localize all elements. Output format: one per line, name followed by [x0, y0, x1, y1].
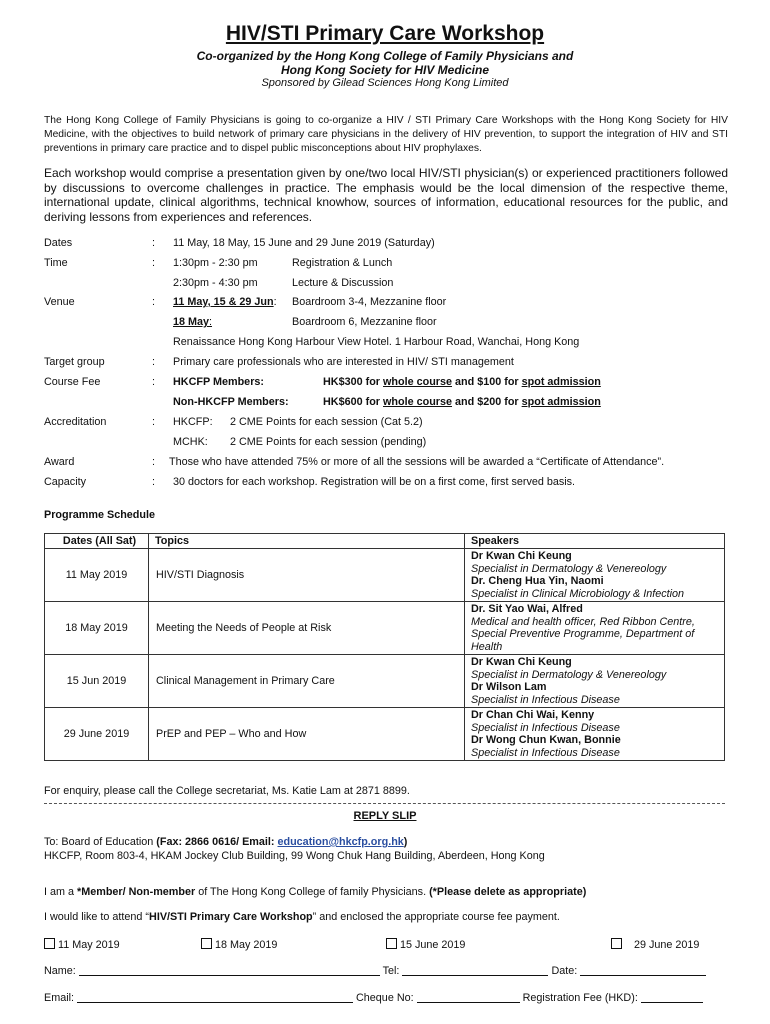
fee-2-value — [323, 396, 601, 408]
speaker-name: Dr Chan Chi Wai, Kenny — [471, 709, 595, 721]
checkbox-icon[interactable] — [44, 938, 55, 949]
table-header-row — [45, 534, 725, 549]
fee-text: spot admission — [521, 396, 601, 408]
speaker-role: Specialist in Infectious Disease — [471, 721, 620, 734]
tel-field[interactable] — [402, 965, 548, 976]
speaker-name: Dr. Cheng Hua Yin, Naomi — [471, 575, 604, 587]
enquiry-text: For enquiry, please call the College secretariat, Ms. Katie Lam at 2871 8899. — [44, 785, 410, 797]
accreditation-label: Accreditation — [44, 416, 107, 428]
session-speakers — [465, 549, 725, 602]
venue-1-sep: : — [273, 296, 277, 308]
email-label: Email: — [44, 992, 74, 1004]
time-slot-1-desc: Registration & Lunch — [292, 257, 393, 269]
time-slot-1: 1:30pm - 2:30 pm — [173, 257, 258, 269]
cut-line — [44, 803, 725, 804]
col-header-dates: Dates (All Sat) — [45, 534, 149, 549]
reply-to-close: ) — [403, 836, 408, 848]
option-15-june[interactable] — [386, 938, 465, 951]
coorganizers — [0, 49, 770, 77]
award-value: Those who have attended 75% or more of all the sessions will be awarded a “Certificate of Attendance”. — [169, 456, 665, 468]
speaker-name: Dr Wilson Lam — [471, 681, 547, 693]
session-date: 11 May 2019 — [45, 549, 149, 602]
award-label: Award — [44, 456, 75, 468]
time-slot-2-desc: Lecture & Discussion — [292, 277, 394, 289]
capacity-label: Capacity — [44, 476, 87, 488]
accreditation-2-org: MCHK: — [173, 436, 208, 448]
speaker-role: Medical and health officer, Red Ribbon Centre, Special Preventive Programme, Department of Health — [471, 615, 695, 653]
reply-to-contact: (Fax: 2866 0616/ Email: — [156, 836, 278, 848]
speaker-name: Dr. Sit Yao Wai, Alfred — [471, 603, 583, 615]
speaker-role: Specialist in Clinical Microbiology & Infection — [471, 587, 685, 600]
speaker-role: Specialist in Dermatology & Venereology — [471, 562, 667, 575]
venue-1 — [173, 296, 277, 308]
session-date: 18 May 2019 — [45, 602, 149, 655]
option-label: 18 May 2019 — [215, 939, 278, 951]
membership-choice[interactable]: *Member/ Non-member — [77, 886, 196, 898]
intro-paragraph-2: Each workshop would comprise a presentation given by one/two local HIV/STI physician(s) or experienced practitioners followed by discussions to overcome challenges in practice. The emphasis would be the local dimension of the respective theme, international update, clinical algorithms, technical knowhow, sources of information, educational resources for the public, and deriving lessons from experiences and references. — [44, 166, 728, 224]
schedule-table — [44, 533, 725, 761]
dates-label: Dates — [44, 237, 73, 249]
registration-fee-label: Registration Fee (HKD): — [522, 992, 638, 1004]
fee-text: HK$300 for — [323, 376, 384, 388]
reply-to-prefix: To: Board of Education — [44, 836, 157, 848]
name-field[interactable] — [79, 965, 380, 976]
cheque-label: Cheque No: — [356, 992, 414, 1004]
session-date: 15 Jun 2019 — [45, 655, 149, 708]
accreditation-2-value: 2 CME Points for each session (pending) — [230, 436, 427, 448]
option-11-may[interactable] — [44, 938, 120, 951]
table-row — [45, 602, 725, 655]
fee-text: spot admission — [521, 376, 601, 388]
session-speakers — [465, 655, 725, 708]
attend-line — [44, 911, 560, 923]
cheque-field[interactable] — [417, 992, 520, 1003]
venue-1-dates: 11 May, 15 & 29 Jun — [173, 296, 274, 308]
session-date: 29 June 2019 — [45, 708, 149, 761]
fee-text: HK$600 for — [323, 396, 384, 408]
venue-label: Venue — [44, 296, 75, 308]
membership-line — [44, 886, 586, 898]
colon: : — [152, 416, 155, 428]
membership-note: (*Please delete as appropriate) — [429, 886, 587, 898]
table-row — [45, 655, 725, 708]
speaker-name: Dr Kwan Chi Keung — [471, 656, 572, 668]
option-label: 15 June 2019 — [400, 939, 466, 951]
venue-2-room: Boardroom 6, Mezzanine floor — [292, 316, 437, 328]
colon: : — [152, 237, 155, 249]
col-header-topics: Topics — [149, 534, 465, 549]
fee-1-value — [323, 376, 601, 388]
colon: : — [152, 356, 155, 368]
schedule-body — [45, 549, 725, 761]
venue-2-dates: 18 May — [173, 316, 210, 328]
session-topic: Meeting the Needs of People at Risk — [149, 602, 465, 655]
time-label: Time — [44, 257, 68, 269]
option-label: 11 May 2019 — [58, 939, 120, 951]
colon: : — [152, 456, 155, 468]
checkbox-icon[interactable] — [611, 938, 622, 949]
reply-slip-title: REPLY SLIP — [353, 810, 417, 822]
colon: : — [152, 376, 155, 388]
venue-2 — [173, 316, 212, 328]
fee-2-who: Non-HKCFP Members: — [173, 396, 289, 408]
name-label: Name: — [44, 965, 76, 977]
table-row — [45, 549, 725, 602]
sponsor-line: Sponsored by Gilead Sciences Hong Kong Limited — [261, 77, 509, 89]
accreditation-1-org: HKCFP: — [173, 416, 213, 428]
time-slot-2: 2:30pm - 4:30 pm — [173, 277, 258, 289]
session-topic: Clinical Management in Primary Care — [149, 655, 465, 708]
venue-2-sep: : — [209, 316, 213, 328]
col-header-speakers: Speakers — [465, 534, 725, 549]
fee-1-who: HKCFP Members: — [173, 376, 264, 388]
accreditation-1-value: 2 CME Points for each session (Cat 5.2) — [230, 416, 423, 428]
speaker-name: Dr Kwan Chi Keung — [471, 550, 572, 562]
tel-label: Tel: — [382, 965, 400, 977]
intro-paragraph-1: The Hong Kong College of Family Physicians is going to co-organize a HIV / STI Primary Care Workshops with the Hong Kong Society for HIV Medicine, with the objectives to build network of primary care physicians in the delivery of HIV prevention, to support the integration of HIV and STI preventions in primary care practice and to dispel public misconceptions about HIV prophylaxes. — [44, 115, 728, 154]
session-topic: HIV/STI Diagnosis — [149, 549, 465, 602]
email-link[interactable]: education@hkcfp.org.hk — [277, 836, 404, 848]
speaker-role: Specialist in Infectious Disease — [471, 746, 620, 759]
colon: : — [152, 296, 155, 308]
colon: : — [152, 257, 155, 269]
email-field[interactable] — [77, 992, 353, 1003]
session-topic: PrEP and PEP – Who and How — [149, 708, 465, 761]
schedule-title: Programme Schedule — [44, 509, 156, 521]
membership-text: I am a — [44, 886, 78, 898]
speaker-name: Dr Wong Chun Kwan, Bonnie — [471, 734, 621, 746]
checkbox-icon[interactable] — [201, 938, 212, 949]
session-speakers — [465, 708, 725, 761]
checkbox-icon[interactable] — [386, 938, 397, 949]
attend-workshop-name: HIV/STI Primary Care Workshop — [149, 911, 313, 923]
target-value: Primary care professionals who are interested in HIV/ STI management — [173, 356, 514, 368]
page-title: HIV/STI Primary Care Workshop — [225, 22, 545, 45]
fee-text: and $100 for — [452, 376, 522, 388]
coorganizer-line-2: Hong Kong Society for HIV Medicine — [280, 63, 489, 77]
dates-value: 11 May, 18 May, 15 June and 29 June 2019 (Saturday) — [173, 237, 435, 249]
target-label: Target group — [44, 356, 105, 368]
option-29-june[interactable] — [611, 938, 699, 951]
venue-1-room: Boardroom 3-4, Mezzanine floor — [292, 296, 447, 308]
fee-text: whole course — [383, 376, 453, 388]
option-label: 29 June 2019 — [634, 939, 700, 951]
option-18-may[interactable] — [201, 938, 277, 951]
venue-hotel: Renaissance Hong Kong Harbour View Hotel. 1 Harbour Road, Wanchai, Hong Kong — [173, 336, 580, 348]
table-row — [45, 708, 725, 761]
reply-address: HKCFP, Room 803-4, HKAM Jockey Club Building, 99 Wong Chuk Hang Building, Aberdeen, Hong Kong — [44, 850, 545, 862]
attend-text: I would like to attend “ — [44, 911, 150, 923]
attend-text: ” and enclosed the appropriate course fee payment. — [312, 911, 560, 923]
speaker-role: Specialist in Infectious Disease — [471, 693, 620, 706]
contact-row-1 — [44, 965, 706, 977]
capacity-value: 30 doctors for each workshop. Registration will be on a first come, first served basis. — [173, 476, 576, 488]
colon: : — [152, 476, 155, 488]
registration-fee-field[interactable] — [641, 992, 703, 1003]
session-speakers — [465, 602, 725, 655]
reply-to — [44, 836, 407, 848]
coorganizer-line-1: Co-organized by the Hong Kong College of Family Physicians and — [196, 49, 574, 63]
date-field[interactable] — [580, 965, 706, 976]
fee-text: whole course — [383, 396, 453, 408]
speaker-role: Specialist in Dermatology & Venereology — [471, 668, 667, 681]
date-label: Date: — [551, 965, 578, 977]
contact-row-2 — [44, 992, 703, 1004]
fee-text: and $200 for — [452, 396, 522, 408]
membership-text: of The Hong Kong College of family Physicians. — [195, 886, 430, 898]
fee-label: Course Fee — [44, 376, 101, 388]
